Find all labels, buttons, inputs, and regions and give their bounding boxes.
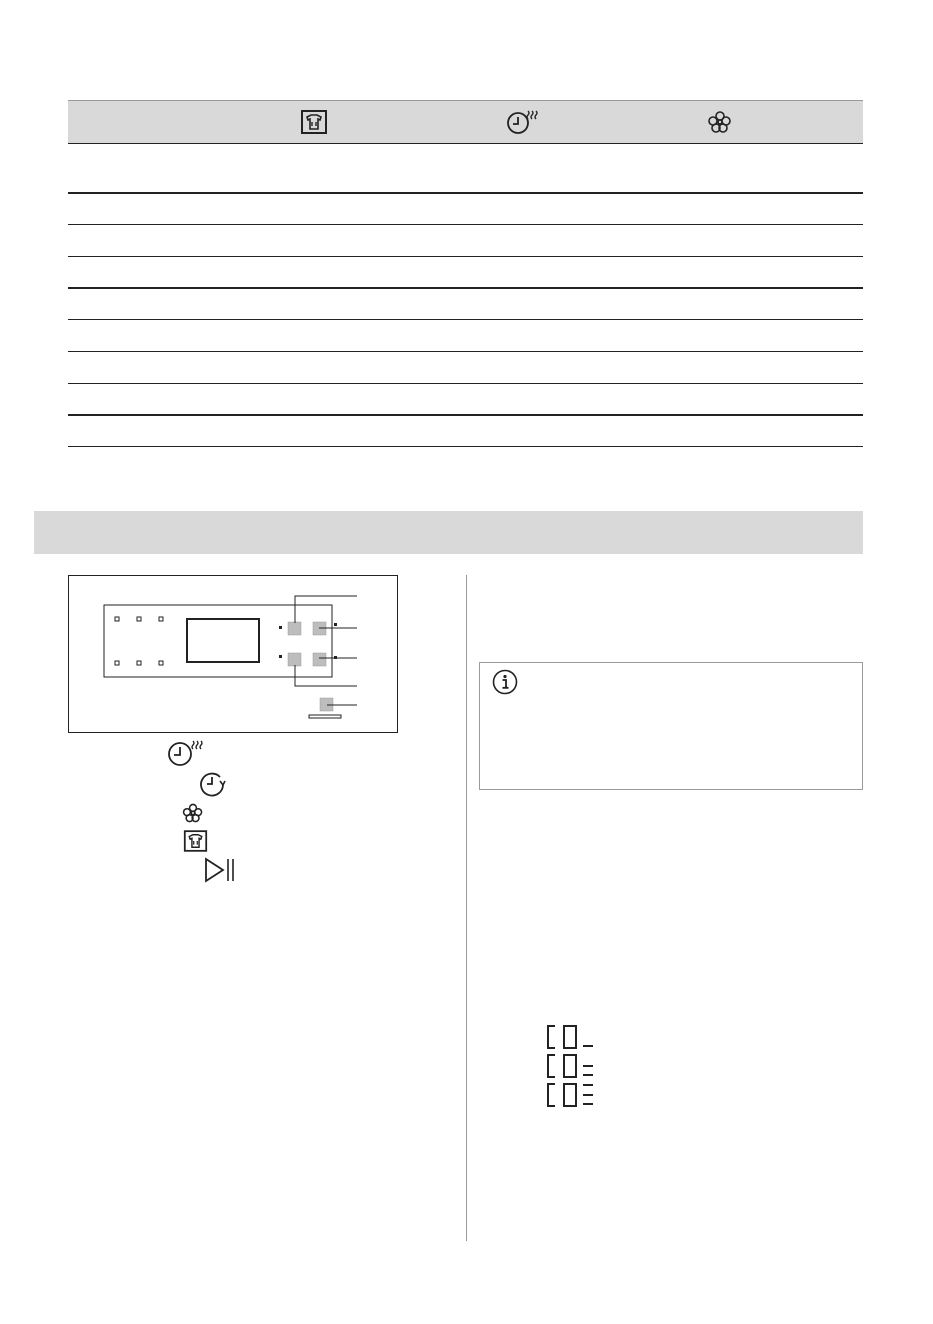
table-rule (68, 143, 863, 144)
play-pause-icon (203, 856, 237, 884)
control-panel-diagram (68, 575, 398, 733)
section-header-bar (34, 511, 863, 554)
timer-steam-icon (167, 738, 209, 768)
display-window (187, 619, 259, 662)
indicator-lights (115, 617, 163, 665)
table-rule (68, 414, 863, 416)
table-rule (68, 192, 863, 194)
table-rule (68, 319, 863, 320)
table-rule (68, 383, 863, 384)
table-rule (68, 351, 863, 352)
display-code (545, 1053, 600, 1079)
flower-icon (181, 801, 205, 825)
table-rule (68, 287, 863, 289)
info-box (479, 662, 863, 790)
table-rule (68, 224, 863, 225)
flower-icon (706, 109, 734, 135)
callout-lines (295, 596, 357, 705)
key-bar (309, 715, 341, 718)
info-icon (492, 669, 518, 695)
shirt-steam-icon (183, 829, 208, 853)
table-header (68, 100, 863, 144)
timer-delay-icon (198, 769, 226, 797)
panel-drawing (69, 576, 399, 734)
timer-steam-icon (506, 109, 540, 135)
display-code (545, 1082, 600, 1108)
column-divider (466, 575, 467, 1241)
table-rule (68, 446, 863, 447)
shirt-steam-icon (300, 109, 328, 135)
display-code (545, 1024, 600, 1050)
table-rule (68, 256, 863, 257)
